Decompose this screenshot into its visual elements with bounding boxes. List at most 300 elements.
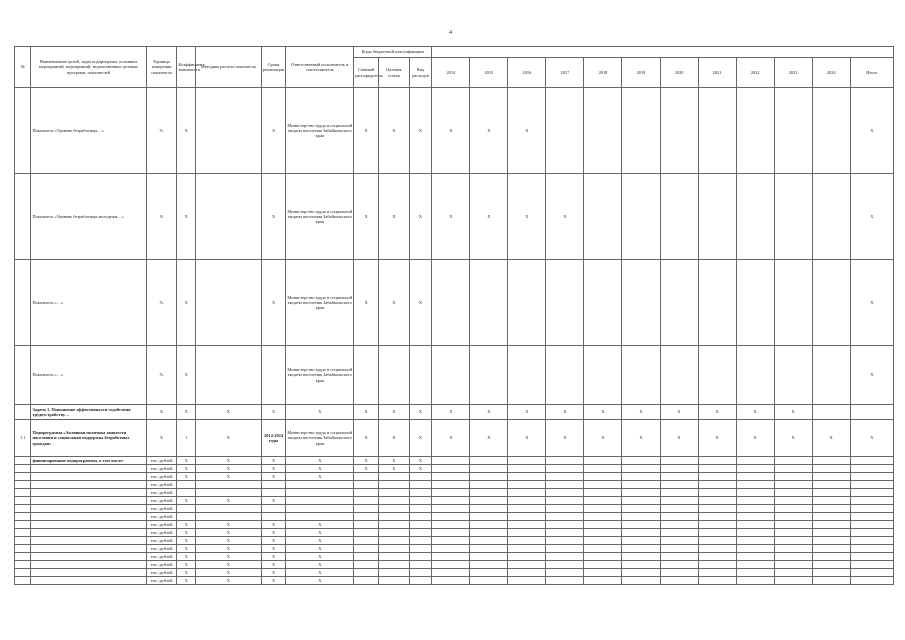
row-year-value <box>622 465 660 473</box>
row-glav: X <box>354 420 379 457</box>
row-year-value <box>812 545 850 553</box>
row-year-value <box>736 505 774 513</box>
row-year-value <box>774 553 812 561</box>
row-year-value <box>508 457 546 465</box>
row-year-value <box>508 521 546 529</box>
row-target <box>378 545 409 553</box>
row-year-value: X <box>470 88 508 174</box>
row-num <box>15 577 31 585</box>
row-year-value <box>622 569 660 577</box>
row-total: X <box>850 420 893 457</box>
row-target <box>378 505 409 513</box>
row-coef <box>177 489 196 497</box>
row-year-value <box>698 481 736 489</box>
indicator-row <box>15 260 894 346</box>
row-year-value <box>736 260 774 346</box>
row-glav: X <box>354 174 379 260</box>
row-year-value: X <box>432 420 470 457</box>
row-type: X <box>409 420 432 457</box>
row-year-value <box>584 465 622 473</box>
row-year-value <box>736 346 774 405</box>
row-coef: X <box>177 529 196 537</box>
row-method <box>195 505 261 513</box>
row-type <box>409 346 432 405</box>
row-year-value <box>584 473 622 481</box>
row-year-value <box>698 489 736 497</box>
row-unit: тыс. рублей <box>146 465 177 473</box>
row-year-value <box>470 465 508 473</box>
row-year-value <box>432 537 470 545</box>
row-year-value <box>736 497 774 505</box>
row-year-value <box>622 457 660 465</box>
row-year-value <box>546 473 584 481</box>
financing-name <box>31 569 146 577</box>
row-year-value <box>774 569 812 577</box>
row-resp: Министерство труда и социальной защиты населения Забайкальского края <box>286 174 354 260</box>
row-num <box>15 521 31 529</box>
row-year-value <box>774 346 812 405</box>
row-term: 2014-2024 годы <box>261 420 286 457</box>
program-table-wrapper <box>14 46 894 585</box>
financing-name <box>31 553 146 561</box>
row-year-value <box>622 545 660 553</box>
financing-name <box>31 513 146 521</box>
row-total <box>850 561 893 569</box>
row-year-value <box>470 561 508 569</box>
row-num <box>15 346 31 405</box>
row-year-value <box>622 174 660 260</box>
header-num: № <box>15 47 31 88</box>
row-year-value <box>812 473 850 481</box>
row-name: Показатель «Уровень безработицы…» <box>31 88 146 174</box>
row-unit: тыс. рублей <box>146 529 177 537</box>
row-unit: тыс. рублей <box>146 513 177 521</box>
row-term: X <box>261 465 286 473</box>
row-term: X <box>261 497 286 505</box>
row-year-value <box>812 537 850 545</box>
row-total <box>850 537 893 545</box>
row-year-value <box>698 260 736 346</box>
financing-name <box>31 465 146 473</box>
row-year-value <box>508 569 546 577</box>
row-num <box>15 553 31 561</box>
row-year-value <box>774 537 812 545</box>
row-glav <box>354 505 379 513</box>
row-year-value <box>584 497 622 505</box>
row-unit: тыс. рублей <box>146 521 177 529</box>
row-year-value <box>432 497 470 505</box>
row-target: X <box>378 174 409 260</box>
row-year-value: X <box>470 420 508 457</box>
row-year-value <box>736 513 774 521</box>
row-coef: X <box>177 553 196 561</box>
row-year-value <box>660 505 698 513</box>
row-year-value <box>546 529 584 537</box>
row-year-value <box>622 481 660 489</box>
row-year-value <box>698 537 736 545</box>
row-year-value <box>470 457 508 465</box>
row-year-value <box>546 513 584 521</box>
row-resp <box>286 505 354 513</box>
row-year-value <box>470 260 508 346</box>
row-total: X <box>850 260 893 346</box>
row-year-value <box>812 88 850 174</box>
row-total: X <box>850 346 893 405</box>
row-resp: X <box>286 465 354 473</box>
row-year-value <box>470 529 508 537</box>
row-type <box>409 577 432 585</box>
financing-row <box>15 577 894 585</box>
row-type <box>409 529 432 537</box>
row-year-value: X <box>736 420 774 457</box>
row-year-value <box>584 545 622 553</box>
row-year-value <box>698 513 736 521</box>
row-term <box>261 481 286 489</box>
row-glav <box>354 481 379 489</box>
row-year-value <box>660 481 698 489</box>
row-num <box>15 505 31 513</box>
financing-row <box>15 465 894 473</box>
row-year-value <box>584 489 622 497</box>
row-year-value <box>470 537 508 545</box>
row-year-value <box>698 505 736 513</box>
row-coef <box>177 513 196 521</box>
row-coef: X <box>177 569 196 577</box>
row-resp: Министерство труда и социальной защиты населения Забайкальского края <box>286 420 354 457</box>
row-year-value <box>774 489 812 497</box>
row-resp: X <box>286 553 354 561</box>
row-year-value <box>774 529 812 537</box>
row-year-value <box>546 260 584 346</box>
row-num <box>15 457 31 465</box>
row-method: X <box>195 473 261 481</box>
row-target: X <box>378 457 409 465</box>
row-year-value <box>622 505 660 513</box>
row-year-value <box>698 497 736 505</box>
row-term: X <box>261 569 286 577</box>
row-term: X <box>261 561 286 569</box>
row-year-value <box>508 505 546 513</box>
row-year-value <box>546 569 584 577</box>
task-cell: X <box>378 405 409 420</box>
row-total <box>850 457 893 465</box>
financing-row <box>15 489 894 497</box>
row-year-value <box>774 481 812 489</box>
row-unit: тыс. рублей <box>146 489 177 497</box>
row-glav <box>354 553 379 561</box>
row-year-value: X <box>508 174 546 260</box>
row-total <box>850 473 893 481</box>
financing-row <box>15 505 894 513</box>
row-total <box>850 465 893 473</box>
program-table <box>14 46 894 585</box>
task-cell: X <box>195 405 261 420</box>
task-cell <box>812 405 850 420</box>
row-total <box>850 529 893 537</box>
row-type <box>409 489 432 497</box>
row-year-value <box>774 577 812 585</box>
row-year-value <box>812 489 850 497</box>
row-term <box>261 346 286 405</box>
row-name: Показатель «…» <box>31 346 146 405</box>
row-unit: тыс. рублей <box>146 545 177 553</box>
row-target: X <box>378 88 409 174</box>
financing-row <box>15 513 894 521</box>
row-year-value <box>812 577 850 585</box>
row-num <box>15 260 31 346</box>
row-year-value <box>812 481 850 489</box>
row-year-value <box>660 545 698 553</box>
row-year-value <box>432 481 470 489</box>
financing-name <box>31 561 146 569</box>
row-glav <box>354 473 379 481</box>
row-year-value <box>774 473 812 481</box>
subprogram-row <box>15 420 894 457</box>
row-year-value: X <box>508 88 546 174</box>
row-year-value <box>774 457 812 465</box>
header-name: Наименование целей, задач подпрограмм, основных мероприятий, мероприятий, ведомственных целевых программ, показателей <box>31 47 146 88</box>
header-year: 2024 <box>812 58 850 88</box>
header-unit: Единица измерения показателя <box>146 47 177 88</box>
row-year-value <box>812 553 850 561</box>
row-year-value <box>508 489 546 497</box>
row-year-value <box>622 577 660 585</box>
row-year-value <box>508 346 546 405</box>
row-year-value: X <box>546 420 584 457</box>
row-glav <box>354 577 379 585</box>
row-resp <box>286 513 354 521</box>
row-target <box>378 577 409 585</box>
row-method: X <box>195 497 261 505</box>
row-year-value <box>736 537 774 545</box>
row-resp: Министерство труда и социальной защиты населения Забайкальского края <box>286 88 354 174</box>
row-year-value <box>622 497 660 505</box>
row-year-value <box>622 529 660 537</box>
row-method: X <box>195 521 261 529</box>
indicator-row <box>15 346 894 405</box>
header-year: 2014 <box>432 58 470 88</box>
row-resp <box>286 481 354 489</box>
task-cell <box>850 405 893 420</box>
row-year-value <box>508 465 546 473</box>
financing-row <box>15 561 894 569</box>
row-year-value <box>432 577 470 585</box>
row-method: X <box>195 420 261 457</box>
row-year-value <box>774 505 812 513</box>
row-unit: тыс. рублей <box>146 569 177 577</box>
row-resp: X <box>286 529 354 537</box>
row-type <box>409 497 432 505</box>
row-year-value <box>508 513 546 521</box>
row-target <box>378 513 409 521</box>
row-year-value: X <box>470 174 508 260</box>
row-year-value <box>546 505 584 513</box>
row-method <box>195 346 261 405</box>
row-type: X <box>409 174 432 260</box>
row-year-value <box>622 553 660 561</box>
row-year-value <box>584 457 622 465</box>
row-year-value <box>774 88 812 174</box>
row-num <box>15 569 31 577</box>
row-resp: Министерство труда и социальной защиты населения Забайкальского края <box>286 346 354 405</box>
row-year-value <box>698 465 736 473</box>
row-year-value <box>698 561 736 569</box>
row-year-value <box>698 473 736 481</box>
row-year-value <box>736 88 774 174</box>
row-term: X <box>261 521 286 529</box>
row-total: X <box>850 174 893 260</box>
row-year-value <box>470 489 508 497</box>
task-cell: X <box>698 405 736 420</box>
header-year: 2020 <box>660 58 698 88</box>
row-year-value <box>622 513 660 521</box>
row-unit: % <box>146 346 177 405</box>
row-year-value <box>698 569 736 577</box>
financing-name <box>31 545 146 553</box>
financing-name <box>31 497 146 505</box>
row-total <box>850 553 893 561</box>
financing-name: финансирование подпрограммы, в том числе: <box>31 457 146 465</box>
row-coef: X <box>177 521 196 529</box>
header-total: Итого <box>850 58 893 88</box>
row-year-value <box>736 553 774 561</box>
row-year-value <box>622 346 660 405</box>
financing-row <box>15 545 894 553</box>
row-method <box>195 481 261 489</box>
row-num <box>15 561 31 569</box>
row-glav <box>354 537 379 545</box>
row-year-value <box>584 529 622 537</box>
row-year-value <box>774 260 812 346</box>
row-type <box>409 513 432 521</box>
row-term: X <box>261 553 286 561</box>
row-term: X <box>261 529 286 537</box>
row-year-value <box>432 569 470 577</box>
row-term: X <box>261 545 286 553</box>
row-year-value <box>432 346 470 405</box>
row-unit: % <box>146 174 177 260</box>
row-year-value <box>432 513 470 521</box>
row-target <box>378 473 409 481</box>
financing-row <box>15 529 894 537</box>
row-coef: X <box>177 457 196 465</box>
row-term <box>261 505 286 513</box>
row-year-value <box>698 545 736 553</box>
row-coef: X <box>177 88 196 174</box>
financing-row <box>15 537 894 545</box>
row-type: X <box>409 260 432 346</box>
row-glav <box>354 529 379 537</box>
row-year-value <box>774 545 812 553</box>
row-year-value <box>736 521 774 529</box>
row-num <box>15 481 31 489</box>
financing-row <box>15 481 894 489</box>
row-year-value <box>660 529 698 537</box>
row-method: X <box>195 553 261 561</box>
row-type: X <box>409 457 432 465</box>
row-year-value <box>546 88 584 174</box>
row-total <box>850 577 893 585</box>
row-year-value: X <box>812 420 850 457</box>
task-cell: X <box>409 405 432 420</box>
subprogram-name: Подпрограмма «Активная политика занятости населения и социальная поддержка безработных граждан» <box>31 420 146 457</box>
row-year-value: X <box>432 174 470 260</box>
row-year-value <box>584 260 622 346</box>
header-year: 2016 <box>508 58 546 88</box>
row-type: X <box>409 88 432 174</box>
row-year-value <box>622 537 660 545</box>
row-year-value <box>622 473 660 481</box>
row-type <box>409 521 432 529</box>
row-target: X <box>378 420 409 457</box>
row-year-value <box>812 569 850 577</box>
row-unit: тыс. рублей <box>146 505 177 513</box>
row-year-value <box>470 521 508 529</box>
row-coef: X <box>177 537 196 545</box>
row-num <box>15 489 31 497</box>
row-year-value <box>736 561 774 569</box>
row-year-value <box>470 481 508 489</box>
row-coef: X <box>177 497 196 505</box>
financing-name <box>31 505 146 513</box>
row-coef: X <box>177 174 196 260</box>
row-year-value <box>584 521 622 529</box>
row-year-value <box>660 497 698 505</box>
financing-name <box>31 521 146 529</box>
header-years-group <box>432 47 894 58</box>
row-term: X <box>261 577 286 585</box>
task-cell: X <box>470 405 508 420</box>
row-year-value <box>736 481 774 489</box>
row-method: X <box>195 537 261 545</box>
task-cell: X <box>177 405 196 420</box>
row-year-value <box>736 545 774 553</box>
row-year-value: X <box>698 420 736 457</box>
row-target <box>378 497 409 505</box>
row-num <box>15 473 31 481</box>
financing-name <box>31 529 146 537</box>
row-total <box>850 481 893 489</box>
row-glav: X <box>354 260 379 346</box>
row-unit: тыс. рублей <box>146 497 177 505</box>
row-unit: X <box>146 420 177 457</box>
header-term: Сроки реализации <box>261 47 286 88</box>
row-total: X <box>850 88 893 174</box>
row-type <box>409 569 432 577</box>
row-method <box>195 489 261 497</box>
row-name: Показатель «Уровень безработицы молодежи…» <box>31 174 146 260</box>
row-year-value <box>508 545 546 553</box>
row-year-value <box>508 537 546 545</box>
row-unit: тыс. рублей <box>146 481 177 489</box>
row-year-value <box>622 561 660 569</box>
row-method: X <box>195 545 261 553</box>
row-glav: X <box>354 465 379 473</box>
row-term: X <box>261 260 286 346</box>
row-year-value <box>660 561 698 569</box>
row-num <box>15 174 31 260</box>
row-year-value <box>698 457 736 465</box>
header-method: Методика расчета показателя <box>195 47 261 88</box>
row-year-value: X <box>660 420 698 457</box>
row-glav <box>354 561 379 569</box>
row-year-value <box>508 260 546 346</box>
row-year-value <box>698 577 736 585</box>
row-resp: X <box>286 545 354 553</box>
row-num: 1.1 <box>15 420 31 457</box>
row-resp: X <box>286 537 354 545</box>
row-type: X <box>409 465 432 473</box>
